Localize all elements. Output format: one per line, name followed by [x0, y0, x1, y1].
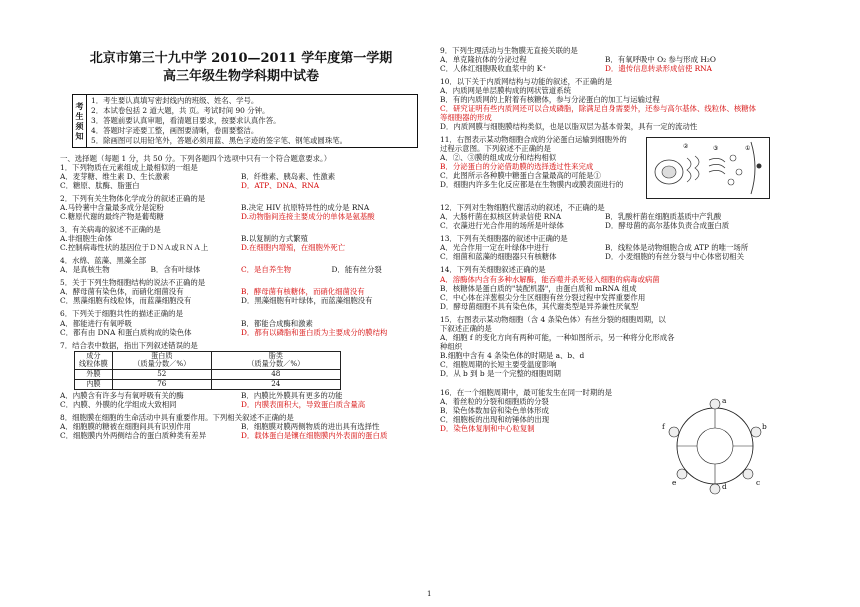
notice-item: 4．答题时字迹要工整，画图要清晰，卷面要整洁。	[91, 126, 259, 135]
notice-items	[87, 95, 417, 147]
answer-highlight: D．ATP、DNA、RNA	[241, 181, 320, 191]
notice-item: 3．答题前要认真审题，看清题目要求，按要求认真作答。	[91, 116, 281, 125]
cell-cycle-diagram	[660, 396, 770, 496]
table-cell: 76	[112, 380, 211, 390]
question-13: 13．下列有关细胞器的叙述中正确的是 A．光合作用一定在叶绿体中进行 B．线粒体是动物细胞合成 ATP 的唯一场所 C．细菌和蓝藻的细胞器只有核糖体 D．小麦细胞的有丝分裂与中心体密切相关	[440, 234, 749, 262]
answer-highlight: B．分泌蛋白的分泌借助膜的选择透过性来完成	[440, 162, 594, 172]
section-heading: 一、选择题（每题 1 分，共 50 分。下列各题四个选项中只有一个符合题意要求。）	[60, 154, 332, 163]
answer-highlight: D．内膜表面积大，导致蛋白质含量高	[241, 400, 366, 410]
table-cell: 52	[112, 370, 211, 380]
question-3: 3．有关病毒的叙述不正确的是 A.非细胞生命体 B.以复制的方式繁殖 C.控制病毒性状的基因位于ＤＮＡ或ＲＮＡ上 D.在细胞内增殖，在细胞外死亡	[60, 225, 422, 252]
question-5: 5．关于下列生物细胞结构的说法不正确的是 A．酵母菌有染色体，而硝化细菌没有 B．酵母菌有核糖体，而硝化细菌没有 C．黑藻细胞有线粒体，而蓝藻细胞没有 D．黑藻细胞有叶绿体，而蓝藻细胞没有	[60, 278, 422, 305]
exam-title: 北京市第三十九中学 2010—2011 学年度第一学期	[89, 51, 393, 66]
answer-highlight: D.在细胞内增殖，在细胞外死亡	[241, 243, 346, 253]
page-number: 1	[427, 590, 432, 598]
question-2: 2．下列有关生物体化学成分的叙述正确的是 A.马铃薯中含量最多成分是淀粉 B.决定 HIV 抗原特异性的成分是 RNA C.糖原代谢的最终产物是葡萄糖 D.动物脂间连接主要成分的单体是氨基酸	[60, 194, 422, 221]
question-14: 14．下列有关细胞叙述正确的是 A．溶酶体内含有多种水解酶，能吞噬并杀死侵入细胞的病毒或病菌 B．核糖体是蛋白质的"装配机器"，由蛋白质和 mRNA 组成 C．中心体在洋葱根尖分生区细胞有丝分裂过程中发挥重要作用 D．酵母菌细胞不具有染色体，其代谢类型是异养兼性厌氧型	[440, 265, 770, 310]
phase-label: f	[662, 422, 665, 431]
left-column	[60, 0, 422, 440]
notice-item: 2．本试卷包括 2 道大题，共 页。考试时间 90 分钟。	[91, 106, 270, 115]
table-cell: 外膜	[75, 370, 113, 380]
phase-label: e	[672, 478, 677, 487]
phase-label: a	[722, 396, 727, 405]
answer-highlight: C．研究证明有些内质网还可以合成磷脂，除满足自身需要外，还参与高尔基体、线粒体、核糖体	[440, 104, 757, 114]
secretion-diagram	[646, 137, 770, 199]
answer-highlight: D．染色体复制和中心粒复制	[440, 423, 535, 433]
phase-label: d	[722, 482, 727, 491]
answer-highlight: D．遗传信息转录形成信使 RNA	[605, 64, 712, 74]
notice-box	[72, 94, 418, 148]
answer-highlight: C．是自养生物	[241, 265, 291, 275]
table-cell: 48	[211, 370, 340, 380]
right-column	[440, 46, 770, 491]
membrane-table: 成分 线粒体膜 蛋白质 （质量分数／%） 脂类 （质量分数／%） 外膜 52 48 内膜 76 24	[74, 351, 341, 391]
question-12: 12．下列对生物细胞代谢活动的叙述，不正确的是 A．大肠杆菌在拟核区转录信使 RNA B．乳酸杆菌在细胞质基质中产乳酸 C．衣藻进行光合作用的场所是叶绿体 D．酵母菌的高尔基体负责合成蛋白质	[440, 203, 730, 231]
answer-highlight: D．载体蛋白是镶在细胞膜内外表面的蛋白质	[241, 431, 388, 441]
notice-item: 5．除画图可以用铅笔外，答题必须用蓝、黑色字迹的签字笔、钢笔或圆珠笔。	[91, 136, 347, 145]
answer-highlight: B．酵母菌有核糖体，而硝化细菌没有	[241, 287, 365, 297]
question-7: 7．结合表中数据，指出下列叙述错误的是 成分 线粒体膜 蛋白质 （质量分数／%） 脂类 （质量分数／%） 外膜 52 48 内膜 76 24 A．内膜含有许多与有氧呼吸有关的酶 B．内膜比外膜具有更多的功能 C．内膜、外膜的化学组成大致相同 D．内膜表面积大，导致蛋白质含量高	[60, 341, 422, 410]
svg-text:③: ③	[713, 145, 719, 153]
notice-label: 考 生 须 知	[73, 95, 87, 147]
svg-text:①: ①	[745, 145, 751, 153]
exam-subtitle: 高三年级生物学科期中试卷	[162, 69, 319, 84]
answer-highlight: D．都有以磷脂和蛋白质为主要成分的膜结构	[241, 327, 388, 337]
answer-highlight: D.动物脂间连接主要成分的单体是氨基酸	[241, 212, 375, 222]
question-8: 8．细胞膜在细胞的生命活动中具有重要作用。下列相关叙述不正确的是 A．细胞膜的糖被在细胞间具有识别作用 B．细胞膜对膜两侧物质的进出具有选择性 C．细胞膜内外两侧结合的蛋白质种类有差异 D．载体蛋白是镶在细胞膜内外表面的蛋白质	[60, 413, 422, 440]
question-11: 11．右图表示某动物细胞合成的分泌蛋白运输到细胞外的 过程示意图。下列叙述不正确的是 A．②、③膜的组成成分和结构相似 B．分泌蛋白的分泌借助膜的选择透过性来完成 C．此图所示各种膜中糖蛋白含量最高的可能是① D．细胞内许多生化反应都是在生物膜内或膜表面进行的 ② ③ ①	[440, 135, 770, 199]
table-cell: 24	[211, 380, 340, 390]
phase-label: c	[756, 478, 761, 487]
question-4: 4．水绵、蓝藻、黑藻全部 A．是真核生物 B．含有叶绿体 C．是自养生物 D．能有丝分裂	[60, 256, 382, 275]
table-cell: 内膜	[75, 380, 113, 390]
question-10: 10．以下关于内质网结构与功能的叙述，不正确的是 A．内质网是单层膜构成的网状管道系统 B．有的内质网的上附着有核糖体，参与分泌蛋白的加工与运输过程 C．研究证明有些内质网还可以合成磷脂，除满足自身需要外，还参与高尔基体、线粒体、核糖体 等细胞器的形成 D．内质网膜与细胞膜结构类似，也是以脂双层为基本骨架，具有一定的流动性	[440, 77, 770, 131]
question-9: 9．下列生理活动与生物膜无直接关联的是 A．单克隆抗体的分泌过程 B．有氧呼吸中 O₂ 参与形成 H₂O C．人体红细胞吸收血浆中的 K⁺ D．遗传信息转录形成信使 RNA	[440, 46, 770, 73]
svg-text:②: ②	[683, 143, 689, 151]
question-1: 1．下列物质在元素组成上最相似的一组是 A．麦芽糖、维生素 D、生长激素 B．纤维素、胰岛素、性激素 C．糖原、肽酶、脂蛋白 D．ATP、DNA、RNA	[60, 163, 422, 190]
phase-label: b	[762, 422, 767, 431]
question-16: 16．在一个细胞周期中，最可能发生在同一时期的是 A．着丝粒的分裂和细胞质的分裂 B．染色体数加倍和染色单体形成 C．细胞板的出现和纺锤体的出现 D．染色体复制和中心粒复制	[440, 388, 770, 433]
notice-item: 1．考生要认真填写密封线内的班级、姓名、学号。	[91, 96, 259, 105]
cell-secretion-illustration	[647, 138, 769, 198]
answer-highlight: A．溶酶体内含有多种水解酶，能吞噬并杀死侵入细胞的病毒或病菌	[440, 274, 660, 284]
question-6: 6．下列关于细胞共性的描述正确的是 A．都能进行有氧呼吸 B．都能合成酶和激素 C．都有由 DNA 和蛋白质构成的染色体 D．都有以磷脂和蛋白质为主要成分的膜结构	[60, 309, 422, 336]
question-15: 15．右图表示某动物细胞（含 4 条染色体）有丝分裂的细胞周期，以 下叙述正确的是 A．细胞 f 的变化方向有两种可能，一种如图所示，另一种将分化形成各 种组织 B.细胞中含有 4 条染色体的时期是 a、b、d C．细胞周期的长短主要受温度影响 D．从 b 到 b 是一个完整的细胞周期 a b c d e f	[440, 315, 770, 378]
